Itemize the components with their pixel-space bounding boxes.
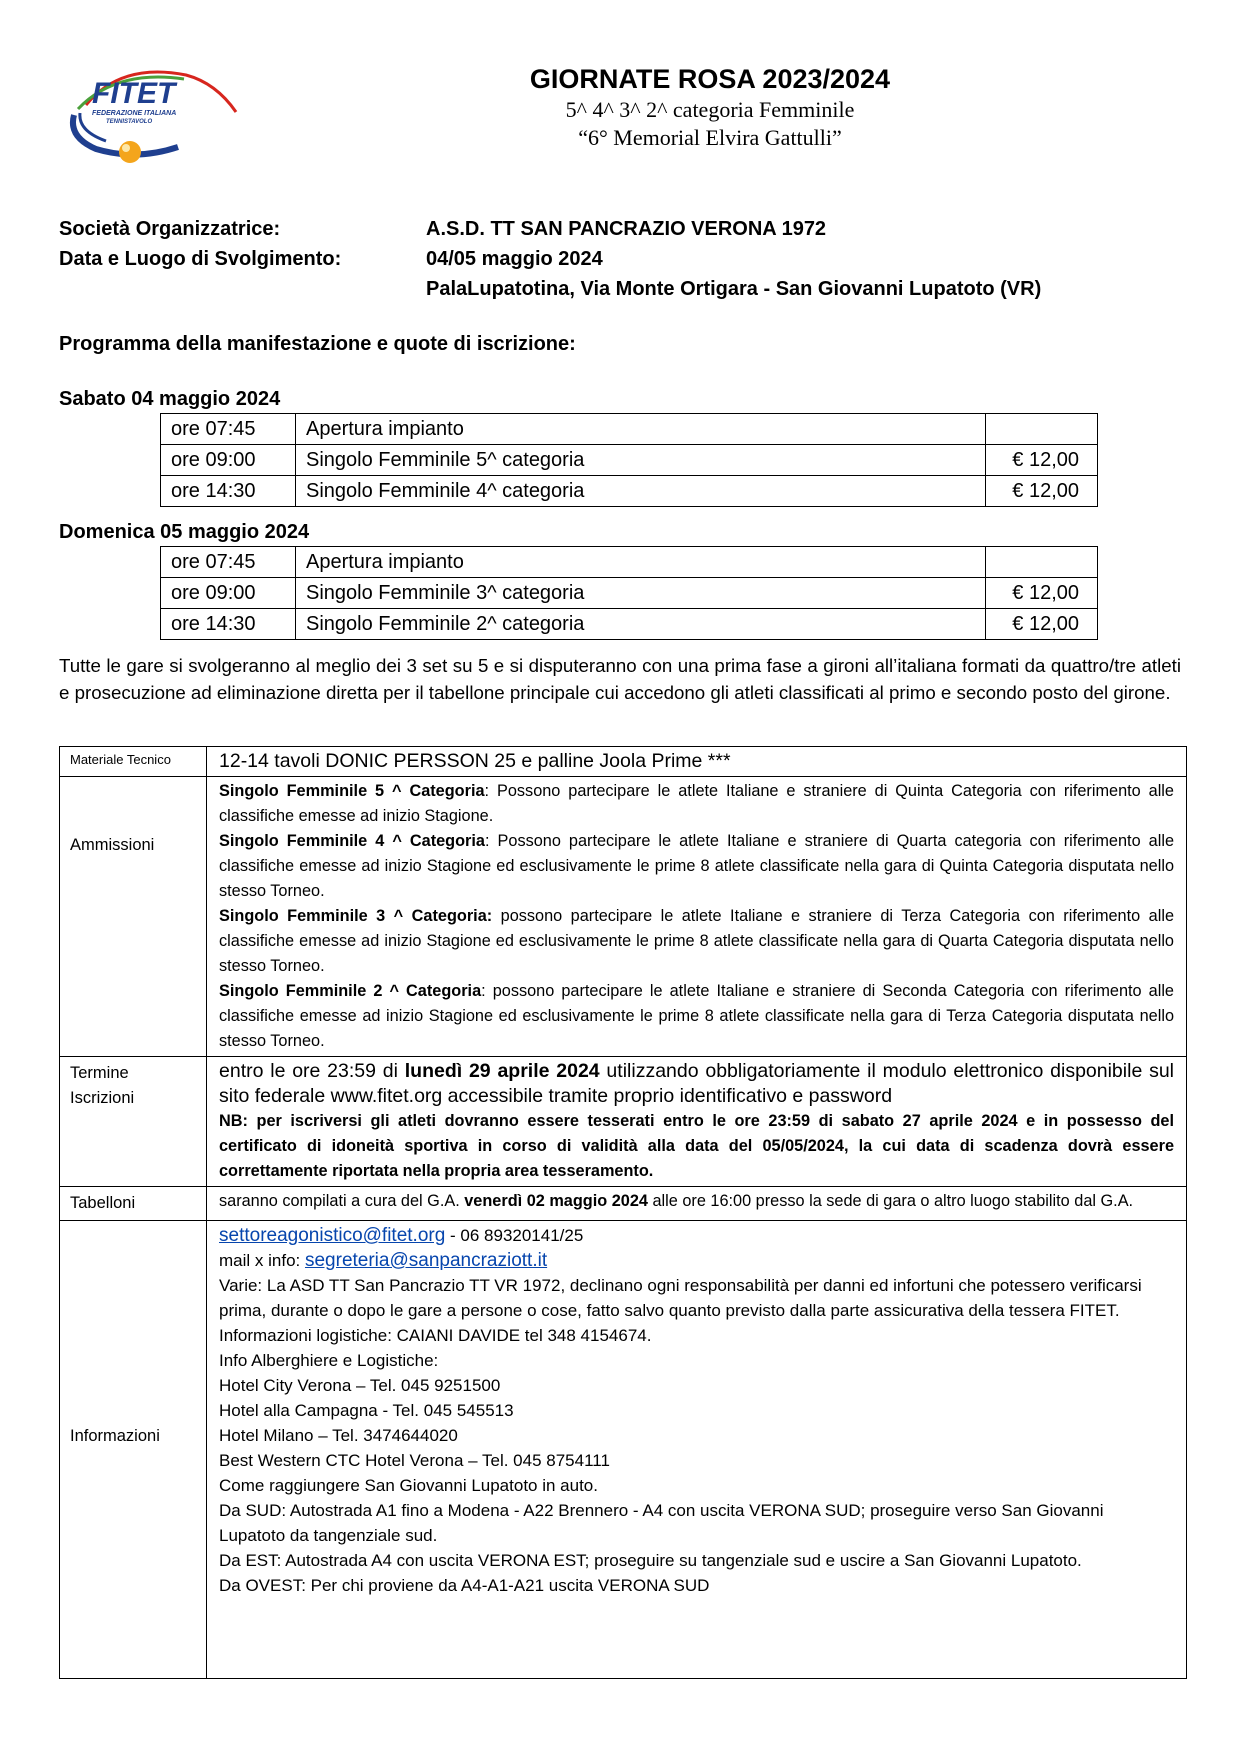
- informazioni-label: Informazioni: [60, 1221, 207, 1679]
- materiale-row: [60, 747, 1187, 777]
- ammissioni-row: [60, 777, 1187, 1057]
- info-line: Hotel Milano – Tel. 3474644020: [219, 1426, 458, 1445]
- date-value: 04/05 maggio 2024: [426, 248, 603, 270]
- info-line: Best Western CTC Hotel Verona – Tel. 045 8754111: [219, 1451, 610, 1470]
- ammissioni-item: Singolo Femminile 2 ^ Categoria: possono partecipare le atlete Italiane e straniere di Seconda Categoria con riferimento alle classifiche emesse ad inizio Stagione ed esclusivamente le prime 8 atlete classificate nella gara di Terza Categoria disputata nello stesso Torneo.: [219, 982, 1174, 1050]
- schedule-row: [161, 476, 1098, 507]
- page-title: GIORNATE ROSA 2023/2024: [529, 64, 891, 94]
- termine-content: entro le ore 23:59 di lunedì 29 aprile 2024 utilizzando obbligatoriamente il modulo elettronico disponibile sul sito federale www.fitet.org accessibile tramite proprio identificativo e password NB: per iscriversi gli atleti dovranno essere tesserati entro le ore 23:59 di sabato 27 aprile 2024 e in possesso del certificato di idoneità sportiva in corso di validità alla data del 05/05/2024, la cui data di scadenza dovrà essere correttamente riportata nella propria area tesseramento.: [207, 1057, 1187, 1187]
- price-cell: € 12,00: [986, 445, 1098, 476]
- ammissioni-item-text: possono partecipare le atlete Italiane e straniere di Seconda Categoria con riferimento alle classifiche emesse ad inizio Stagione ed esclusivamente le prime 8 atlete classificate nella gara di Terza Categoria disputata nello stesso Torneo.: [219, 982, 1174, 1050]
- info-line: Come raggiungere San Giovanni Lupatoto in auto.: [219, 1476, 598, 1495]
- materiale-value: 12-14 tavoli DONIC PERSSON 25 e palline Joola Prime ***: [207, 747, 1187, 777]
- ammissioni-item-title: Singolo Femminile 3 ^ Categoria:: [219, 907, 493, 925]
- org-value: A.S.D. TT SAN PANCRAZIO VERONA 1972: [426, 218, 827, 240]
- ammissioni-item: Singolo Femminile 4 ^ Categoria: Possono partecipare le atlete Italiane e straniere di Quarta categoria con riferimento alle classifiche emesse ad inizio Stagione ed esclusivamente le prime 8 atlete classificate nella gara di Quinta Categoria disputata nello stesso Torneo.: [219, 832, 1174, 900]
- tabelloni-content: saranno compilati a cura del G.A. venerdì 02 maggio 2024 alle ore 16:00 presso la sede di gara o altro luogo stabilito dal G.A.: [207, 1187, 1187, 1221]
- place-value: PalaLupatotina, Via Monte Ortigara - San Giovanni Lupatoto (VR): [426, 278, 1042, 300]
- fitet-logo: [66, 57, 246, 172]
- schedule-row: [161, 547, 1098, 578]
- sunday-heading: Domenica 05 maggio 2024: [59, 521, 310, 543]
- ammissioni-item-title: Singolo Femminile 4 ^ Categoria: [219, 832, 485, 850]
- nb-note: NB: per iscriversi gli atleti dovranno essere tesserati entro le ore 23:59 di sabato 27 aprile 2024 e in possesso del certificato di idoneità sportiva in corso di validità alla data del 05/05/2024, la cui data di scadenza dovrà essere correttamente riportata nella propria area tesseramento.: [219, 1112, 1174, 1180]
- schedule-row: [161, 578, 1098, 609]
- info-line: Da SUD: Autostrada A1 fino a Modena - A22 Brennero - A4 con uscita VERONA SUD; proseguire verso San Giovanni Lupatoto da tangenziale sud.: [219, 1501, 1104, 1545]
- ammissioni-label: Ammissioni: [60, 777, 207, 1057]
- tabelloni-row: [60, 1187, 1187, 1221]
- info-line: Da OVEST: Per chi proviene da A4-A1-A21 uscita VERONA SUD: [219, 1576, 710, 1595]
- program-heading: Programma della manifestazione e quote di iscrizione:: [59, 333, 576, 355]
- info-line: Info Alberghiere e Logistiche:: [219, 1351, 439, 1370]
- tabelloni-label: Tabelloni: [60, 1187, 207, 1221]
- details-table: [59, 746, 1187, 1679]
- saturday-heading: Sabato 04 maggio 2024: [59, 388, 281, 410]
- time-cell: ore 09:00: [161, 578, 296, 609]
- ball-icon: [119, 141, 141, 163]
- logo-subtext-2: TENNISTAVOLO: [106, 119, 153, 125]
- memorial-title: “6° Memorial Elvira Gattulli”: [578, 125, 842, 150]
- termine-label: Termine Iscrizioni: [60, 1057, 207, 1187]
- time-cell: ore 14:30: [161, 609, 296, 640]
- price-cell: € 12,00: [986, 578, 1098, 609]
- sunday-schedule: [160, 546, 1098, 640]
- ammissioni-item: Singolo Femminile 5 ^ Categoria: Possono partecipare le atlete Italiane e straniere di Quinta Categoria con riferimento alle classifiche emesse ad inizio Stagione.: [219, 782, 1174, 825]
- org-label: Società Organizzatrice:: [59, 218, 281, 240]
- time-cell: ore 14:30: [161, 476, 296, 507]
- time-cell: ore 09:00: [161, 445, 296, 476]
- time-cell: ore 07:45: [161, 547, 296, 578]
- ammissioni-content: [207, 777, 1187, 1057]
- price-cell: [986, 414, 1098, 445]
- price-cell: [986, 547, 1098, 578]
- deadline-date: lunedì 29 aprile 2024: [404, 1060, 600, 1082]
- info-line: Informazioni logistiche: CAIANI DAVIDE tel 348 4154674.: [219, 1326, 652, 1345]
- event-cell: Apertura impianto: [296, 414, 986, 445]
- schedule-row: [161, 414, 1098, 445]
- page-subtitle: 5^ 4^ 3^ 2^ categoria Femminile: [565, 97, 855, 122]
- date-label: Data e Luogo di Svolgimento:: [59, 248, 342, 270]
- time-cell: ore 07:45: [161, 414, 296, 445]
- informazioni-row: [60, 1221, 1187, 1679]
- info-line: Hotel City Verona – Tel. 045 9251500: [219, 1376, 501, 1395]
- ammissioni-item-title: Singolo Femminile 5 ^ Categoria: [219, 782, 485, 800]
- schedule-row: [161, 445, 1098, 476]
- ammissioni-item-title: Singolo Femminile 2 ^ Categoria: [219, 982, 482, 1000]
- info-line: Hotel alla Campagna - Tel. 045 545513: [219, 1401, 514, 1420]
- materiale-label: Materiale Tecnico: [60, 747, 207, 777]
- termine-row: [60, 1057, 1187, 1187]
- info-line: Varie: La ASD TT San Pancrazio TT VR 1972, declinano ogni responsabilità per danni ed infortuni che potessero verificarsi prima, durante o dopo le gare a persone o cose, fatto salvo quanto previsto dalla parte assicurativa della tessera FITET.: [219, 1276, 1142, 1320]
- event-cell: Singolo Femminile 5^ categoria: [296, 445, 986, 476]
- email-link-segreteria[interactable]: segreteria@sanpancraziott.it: [304, 1250, 548, 1271]
- ammissioni-item-text: Possono partecipare le atlete Italiane e straniere di Quarta categoria con riferimento alle classifiche emesse ad inizio Stagione ed esclusivamente le prime 8 atlete classificate nella gara di Quinta Categoria disputata nello stesso Torneo.: [219, 832, 1174, 900]
- ammissioni-item-text: Possono partecipare le atlete Italiane e straniere di Quinta Categoria con riferimento alle classifiche emesse ad inizio Stagione.: [219, 782, 1174, 825]
- logo-text: FITET: [92, 77, 176, 110]
- schedule-row: [161, 609, 1098, 640]
- header: [480, 62, 940, 152]
- event-cell: Singolo Femminile 4^ categoria: [296, 476, 986, 507]
- event-cell: Singolo Femminile 3^ categoria: [296, 578, 986, 609]
- price-cell: € 12,00: [986, 476, 1098, 507]
- rules-paragraph: Tutte le gare si svolgeranno al meglio dei 3 set su 5 e si disputeranno con una prima fase a gironi all’italiana formati da quattro/tre atleti e prosecuzione ad eliminazione diretta per il tabellone principale cui accedono gli atleti classificati al primo e secondo posto del girone.: [59, 655, 1181, 703]
- email-link-settore[interactable]: settoreagonistico@fitet.org: [219, 1225, 446, 1246]
- phone-number: - 06 89320141/25: [445, 1226, 584, 1245]
- saturday-schedule: [160, 413, 1098, 507]
- event-cell: Apertura impianto: [296, 547, 986, 578]
- tabelloni-date: venerdì 02 maggio 2024: [464, 1192, 648, 1210]
- informazioni-content: settoreagonistico@fitet.org - 06 89320141/25 mail x info: segreteria@sanpancraziott.it Varie: La ASD TT San Pancrazio TT VR 1972, declinano ogni responsabilità per danni ed infortuni che potessero verificarsi prima, durante o dopo le gare a persone o cose, fatto salvo quanto previsto dalla parte assicurativa della tessera FITET. Informazioni logistiche: CAIANI DAVIDE tel 348 4154674. Info Alberghiere e Logistiche: Hotel City Verona – Tel. 045 9251500 Hotel alla Campagna - Tel. 045 545513 Hotel Milano – Tel. 3474644020 Best Western CTC Hotel Verona – Tel. 045 8754111 Come raggiungere San Giovanni Lupatoto in auto. Da SUD: Autostrada A1 fino a Modena - A22 Brennero - A4 con uscita VERONA SUD; proseguire verso San Giovanni Lupatoto da tangenziale sud. Da EST: Autostrada A4 con uscita VERONA EST; proseguire su tangenziale sud e uscire a San Giovanni Lupatoto. Da OVEST: Per chi proviene da A4-A1-A21 uscita VERONA SUD: [207, 1221, 1187, 1679]
- ammissioni-item: [219, 904, 1174, 979]
- event-cell: Singolo Femminile 2^ categoria: [296, 609, 986, 640]
- price-cell: € 12,00: [986, 609, 1098, 640]
- ammissioni-item-text: possono partecipare le atlete Italiane e straniere di Terza Categoria con riferimento alle classifiche emesse ad inizio Stagione ed esclusivamente le prime 8 atlete classificate nella gara di Quarta Categoria disputata nello stesso Torneo.: [219, 907, 1175, 975]
- logo-subtext-1: FEDERAZIONE ITALIANA: [92, 110, 177, 117]
- info-line: Da EST: Autostrada A4 con uscita VERONA EST; proseguire su tangenziale sud e uscire a San Giovanni Lupatoto.: [219, 1551, 1082, 1570]
